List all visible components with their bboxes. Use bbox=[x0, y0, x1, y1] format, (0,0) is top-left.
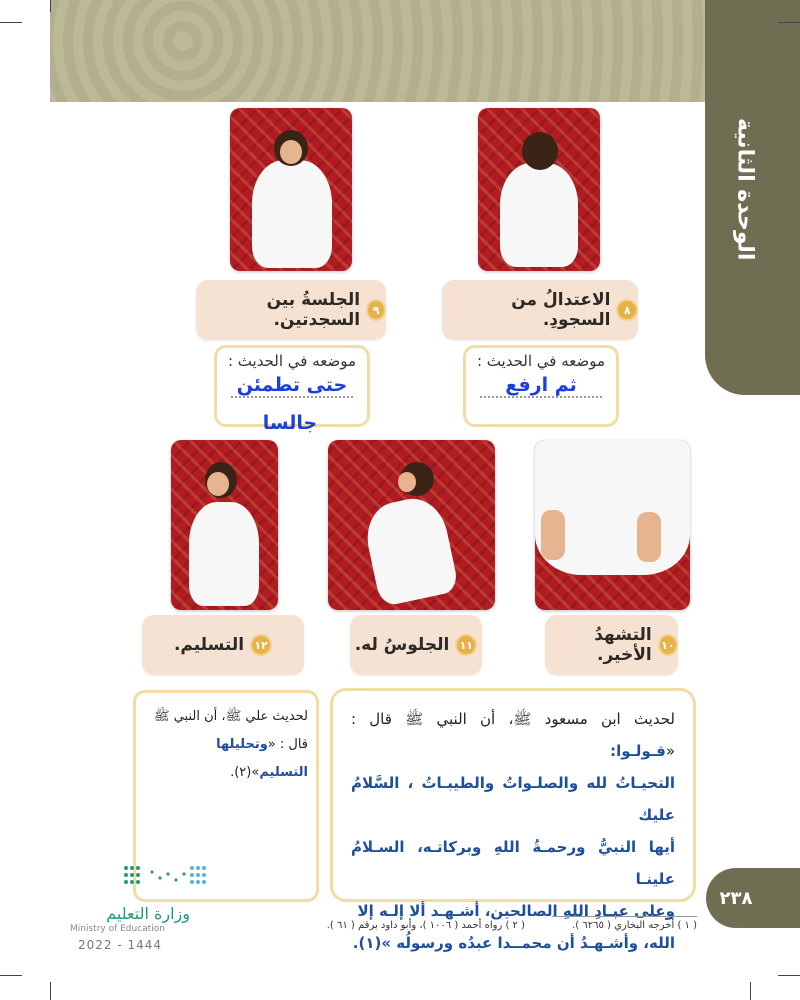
step-label-text: الجلوسُ له. bbox=[354, 635, 450, 655]
edition-year: 2022 - 1444 bbox=[78, 938, 163, 952]
reference-answer-line1: حتى تطمئن bbox=[236, 374, 348, 396]
step-label-11 bbox=[350, 615, 482, 675]
step-label-9 bbox=[196, 280, 386, 340]
photo-salutation bbox=[171, 440, 278, 610]
crop-mark bbox=[0, 22, 22, 23]
step-label-10 bbox=[545, 615, 678, 675]
hadith-ali-line1: لحديث علي ﷺ، أن النبي ﷺ bbox=[153, 709, 308, 724]
footnote-2: ( ٢ ) رواه أحمد ( ١٠٠٦ )، وأبو داود برقم ( ٦١ ). bbox=[326, 920, 525, 931]
step-number-badge: ١٠ bbox=[658, 634, 678, 656]
hadith-quote-line2: التحيـاتُ لله والصلـواتُ والطيبـاتُ ، السَّلامُ عليك bbox=[351, 774, 675, 824]
ministry-name-en: Ministry of Education bbox=[70, 924, 165, 934]
crop-mark bbox=[50, 0, 51, 12]
answer-dotted-line bbox=[480, 396, 602, 398]
step-label-text: الاعتدالُ من السجودِ. bbox=[511, 290, 611, 330]
hadith-ali-line2: قال : «وتحليلها التسليم»(٢). bbox=[216, 737, 308, 780]
reference-caption: موضعه في الحديث : bbox=[476, 352, 606, 370]
step-label-text: التسليم. bbox=[173, 635, 245, 655]
ministry-logo-icon bbox=[122, 862, 210, 892]
ministry-name-ar: وزارة التعليم bbox=[106, 904, 190, 923]
crop-mark bbox=[778, 975, 800, 976]
footnote-rule bbox=[552, 916, 697, 917]
answer-dotted-line bbox=[231, 396, 353, 398]
step-number-badge: ٩ bbox=[366, 299, 386, 321]
hadith-quote-line5: الله، وأشـهـدُ أن محمــدا عبدُه ورسولُه »(١). bbox=[352, 934, 675, 952]
step-number-badge: ١٢ bbox=[250, 634, 272, 656]
step-number-badge: ٨ bbox=[616, 299, 638, 321]
crop-mark bbox=[50, 982, 51, 1000]
hadith-quote-line1: قـولـوا: bbox=[610, 742, 666, 760]
step-label-text: الجلسةُ بين السجدتين. bbox=[266, 290, 361, 330]
page-number: ٢٣٨ bbox=[706, 868, 766, 928]
unit-title: الوحدة الثانية bbox=[732, 117, 758, 260]
header-band bbox=[50, 0, 715, 102]
step-label-8 bbox=[442, 280, 638, 340]
hadith-quote-line3: أيها النبيُّ ورحمـةُ اللهِ وبركاتـه، السـلامُ علينـا bbox=[351, 838, 675, 888]
photo-final-tashahhud-hands bbox=[535, 440, 690, 610]
hadith-ali-quote: وتحليلها التسليم bbox=[216, 737, 308, 780]
photo-sitting-for-tashahhud bbox=[328, 440, 495, 610]
hadith-quote-line4: وعلى عبـادِ اللهِ الصالحين، أشـهـد ألا إلـه إلا bbox=[357, 902, 675, 920]
crop-mark bbox=[778, 22, 800, 23]
photo-rising-from-prostration bbox=[478, 108, 600, 271]
reference-box-8 bbox=[463, 345, 619, 427]
reference-answer-line2: جالسا bbox=[262, 412, 318, 434]
hadith-intro: لحديث ابن مسعود ﷺ، أن النبي ﷺ قال : « bbox=[351, 710, 675, 760]
footnote-1: ( ١ ) أخرجه البخاري ( ٦٢٦٥ ). bbox=[572, 920, 697, 931]
photo-sitting-between-prostrations bbox=[230, 108, 352, 271]
crop-mark bbox=[750, 982, 751, 1000]
step-label-text: التشهدُ الأخير. bbox=[594, 625, 652, 665]
step-number-badge: ١١ bbox=[455, 634, 477, 656]
reference-caption: موضعه في الحديث : bbox=[227, 352, 357, 370]
crop-mark bbox=[0, 975, 22, 976]
step-label-12 bbox=[142, 615, 304, 675]
reference-answer: ثم ارفع bbox=[505, 374, 577, 396]
